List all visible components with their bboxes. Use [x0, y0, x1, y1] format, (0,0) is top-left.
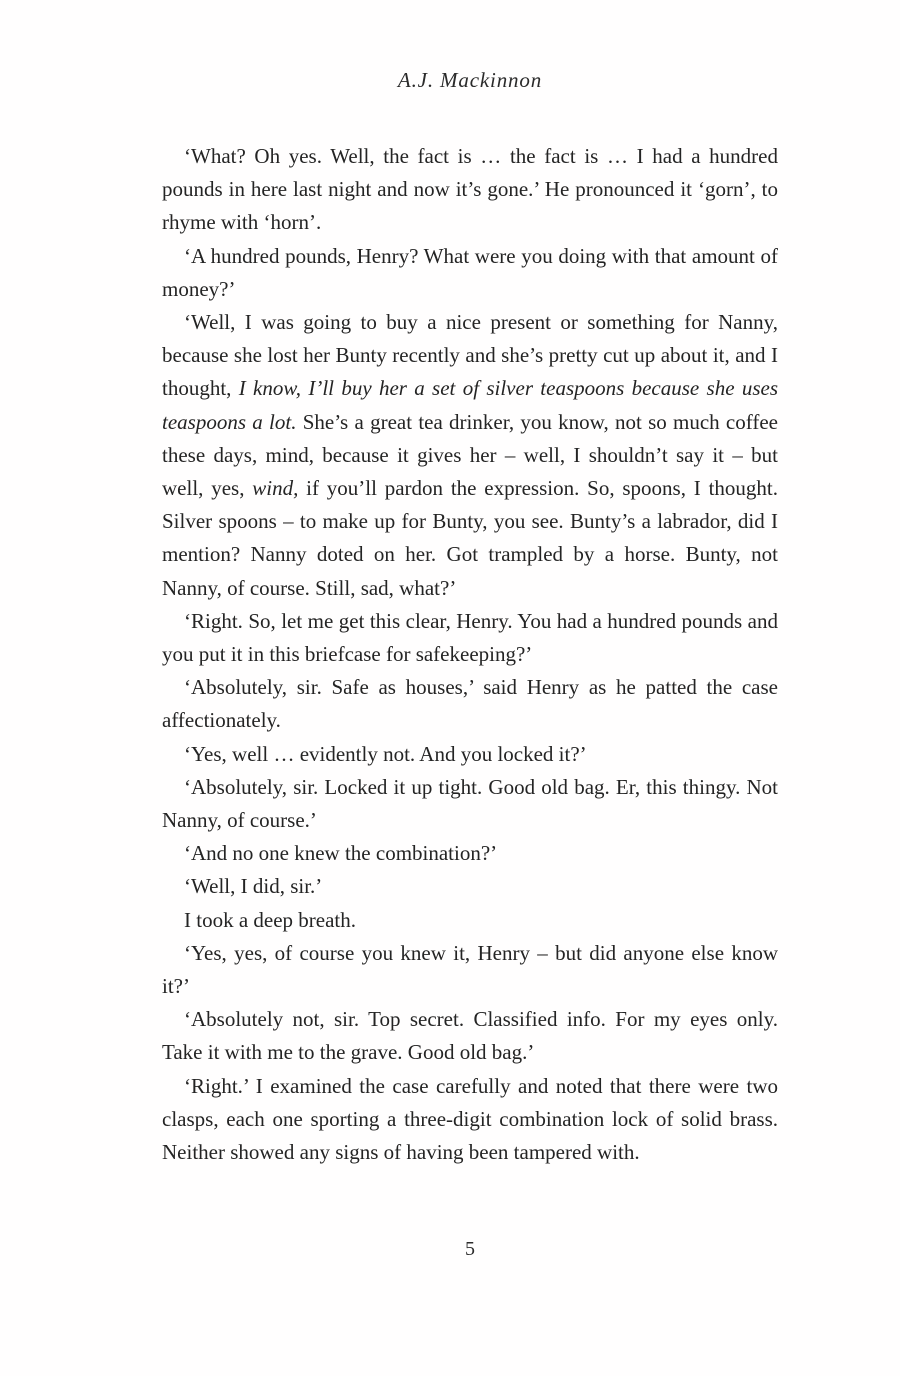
paragraph — [162, 140, 778, 240]
text-run: ‘A hundred pounds, Henry? What were you doing with that amount of money?’ — [162, 243, 778, 301]
text-run: ‘Absolutely not, sir. Top secret. Classified info. For my eyes only. Take it with me to the grave. Good old bag.’ — [162, 1007, 778, 1065]
text-run: ‘Absolutely, sir. Safe as houses,’ said Henry as he patted the case affectionately. — [162, 675, 778, 733]
text-run: ‘What? Oh yes. Well, the fact is … the fact is … I had a hundred pounds in here last night and now it’s gone.’ He pronounced it ‘gorn’, to rhyme with ‘horn’. — [162, 144, 778, 235]
text-run: ‘And no one knew the combination?’ — [184, 841, 498, 866]
paragraph — [162, 738, 778, 771]
body-text — [162, 140, 778, 1169]
paragraph — [162, 771, 778, 837]
paragraph — [162, 904, 778, 937]
paragraph — [162, 937, 778, 1003]
paragraph — [162, 1003, 778, 1069]
text-run: ‘Absolutely, sir. Locked it up tight. Good old bag. Er, this thingy. Not Nanny, of course.’ — [162, 774, 778, 833]
text-run: ‘Well, I did, sir.’ — [184, 874, 323, 899]
paragraph — [162, 605, 778, 671]
text-run: ‘Yes, yes, of course you knew it, Henry – but did anyone else know it?’ — [162, 940, 778, 999]
text-run: I took a deep breath. — [184, 907, 357, 932]
text-run: ‘Yes, well … evidently not. And you locked it?’ — [184, 741, 587, 766]
paragraph — [162, 1070, 778, 1170]
paragraph — [162, 671, 778, 737]
paragraph — [162, 870, 778, 903]
paragraph — [162, 306, 778, 605]
text-run: She’s a great tea drinker, you know, not so much coffee these days, mind, because it gives her – well, I shouldn’t say it – but well, yes, — [162, 409, 778, 501]
paragraph — [162, 240, 778, 306]
text-run: ‘Right.’ I examined the case carefully and noted that there were two clasps, each one sporting a three-digit combination lock of solid brass. Neither showed any signs of having been tampered with. — [162, 1073, 778, 1165]
italic-text-run: wind, — [252, 476, 299, 501]
text-run: ‘Well, I was going to buy a nice present or something for Nanny, because she lost her Bunty recently and she’s pretty cut up about it, and I thought, — [162, 310, 778, 401]
running-header: A.J. Mackinnon — [397, 68, 543, 92]
text-run: ‘Right. So, let me get this clear, Henry. You had a hundred pounds and you put it in this briefcase for safekeeping?’ — [162, 608, 778, 667]
page-number: 5 — [465, 1238, 475, 1260]
paragraph — [162, 837, 778, 870]
text-run: if you’ll pardon the expression. So, spoons, I thought. Silver spoons – to make up for Bunty, you see. Bunty’s a labrador, did I mention? Nanny doted on her. Got trampled by a horse. Bunty, not Nanny, of course. Still, sad, what?’ — [162, 476, 778, 600]
italic-text-run: I know, I’ll buy her a set of silver teaspoons because she uses teaspoons a lot. — [162, 376, 779, 434]
